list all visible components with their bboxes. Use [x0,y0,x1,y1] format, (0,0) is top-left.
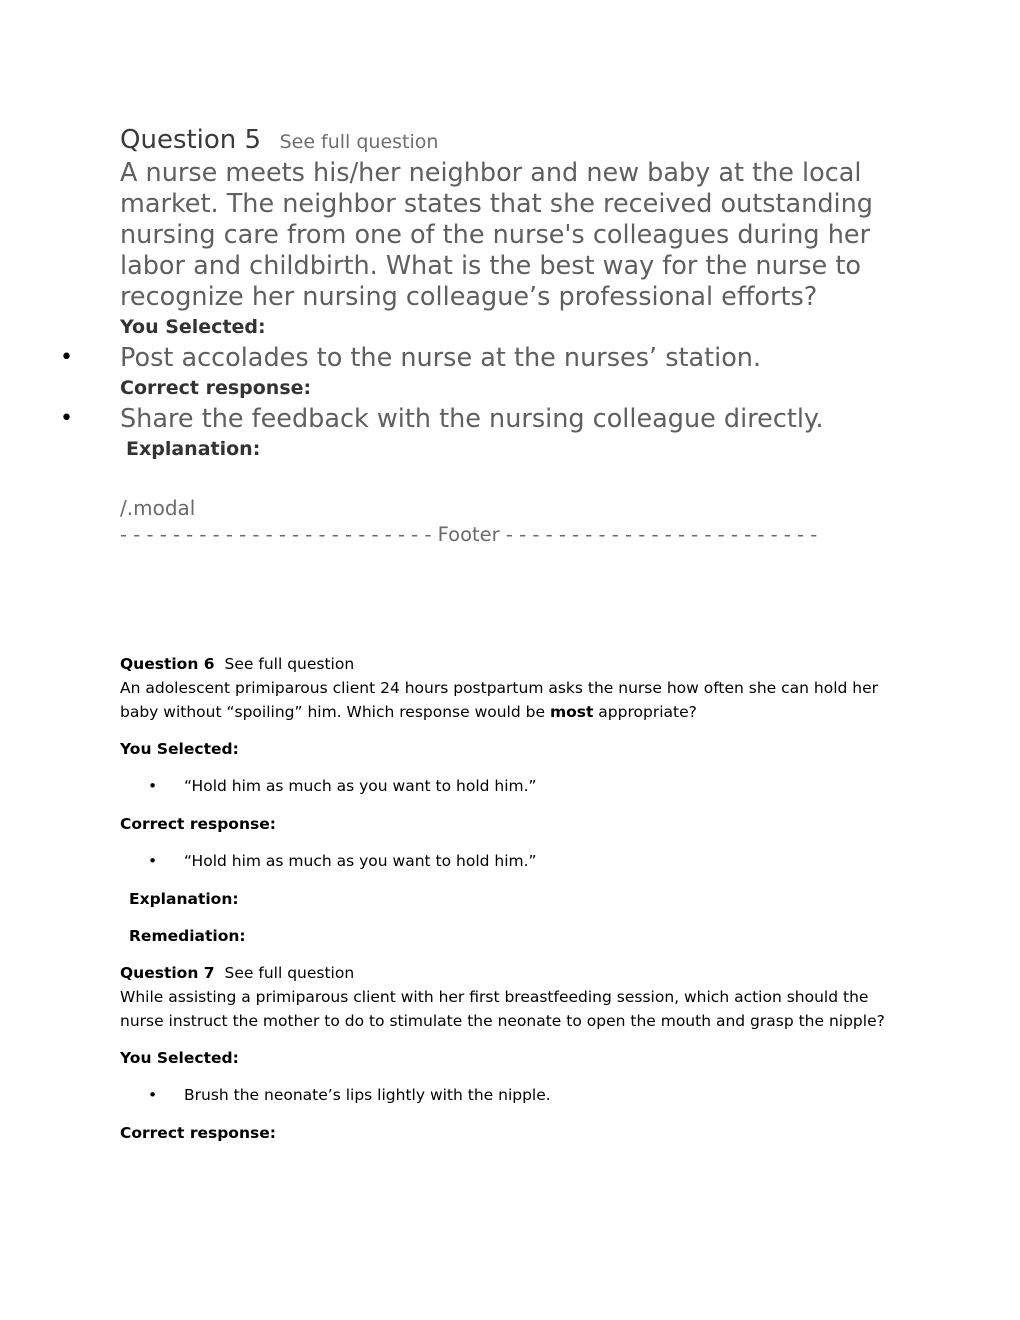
stem-emphasis: most [549,703,594,721]
see-full-question-link[interactable]: See full question [224,655,355,673]
remediation-label: Remediation: [129,927,246,945]
footer-comment: - - - - - - - - - - - - - - - - - - - - - - - - Footer - - - - - - - - - - - - - - - - - - - - - - - - [120,523,818,546]
explanation-label: Explanation: [129,890,239,908]
explanation-label: Explanation: [126,438,261,460]
question-7-stem: While assisting a primiparous client with her first breastfeeding session, which action should the nurse instruct the mother to do to stimulate the neonate to open the mouth and grasp the nipple? [120,988,885,1030]
question-7-title: Question 7 [120,964,215,982]
bullet-icon: • [60,406,73,431]
see-full-question-link[interactable]: See full question [224,964,355,982]
correct-answer-text: Share the feedback with the nursing colleague directly. [120,404,824,434]
stem-text-end: appropriate? [593,703,697,721]
bullet-icon: • [148,777,158,795]
correct-answer-text: “Hold him as much as you want to hold him.” [184,852,537,870]
selected-answer-text: Brush the neonate’s lips lightly with the nipple. [184,1086,551,1104]
question-6-title: Question 6 [120,655,215,673]
question-5 [60,122,910,547]
correct-answer [120,849,900,873]
bullet-icon: • [148,852,158,870]
correct-response-label: Correct response: [120,1124,276,1142]
question-7 [120,961,900,1145]
correct-response-label: Correct response: [120,815,276,833]
correct-response-label: Correct response: [120,377,312,399]
selected-answer [60,342,910,374]
question-6 [120,652,900,948]
bullet-icon: • [60,345,73,370]
selected-answer [120,1083,900,1107]
question-5-stem: A nurse meets his/her neighbor and new baby at the local market. The neighbor states that she received outstanding nursing care from one of the nurse's colleagues during her labor and childbirth. What is the best way for the nurse to recognize her nursing colleague’s professional efforts? [120,158,873,312]
question-6-stem [120,676,900,724]
you-selected-label: You Selected: [120,316,266,338]
stem-text: An adolescent primiparous client 24 hours postpartum asks the nurse how often she can hold her baby without “spoiling” him. Which response would be [120,679,879,721]
question-7-heading [120,961,900,985]
selected-answer [120,774,900,798]
see-full-question-link[interactable]: See full question [279,131,439,153]
question-5-heading [120,122,910,158]
selected-answer-text: “Hold him as much as you want to hold him.” [184,777,537,795]
question-5-title: Question 5 [120,125,262,155]
modal-comment: /.modal [120,496,196,520]
selected-answer-text: Post accolades to the nurse at the nurses’ station. [120,343,762,373]
correct-answer [60,403,910,435]
question-6-heading [120,652,900,676]
you-selected-label: You Selected: [120,1049,239,1067]
document-body [120,652,900,1158]
you-selected-label: You Selected: [120,740,239,758]
bullet-icon: • [148,1086,158,1104]
